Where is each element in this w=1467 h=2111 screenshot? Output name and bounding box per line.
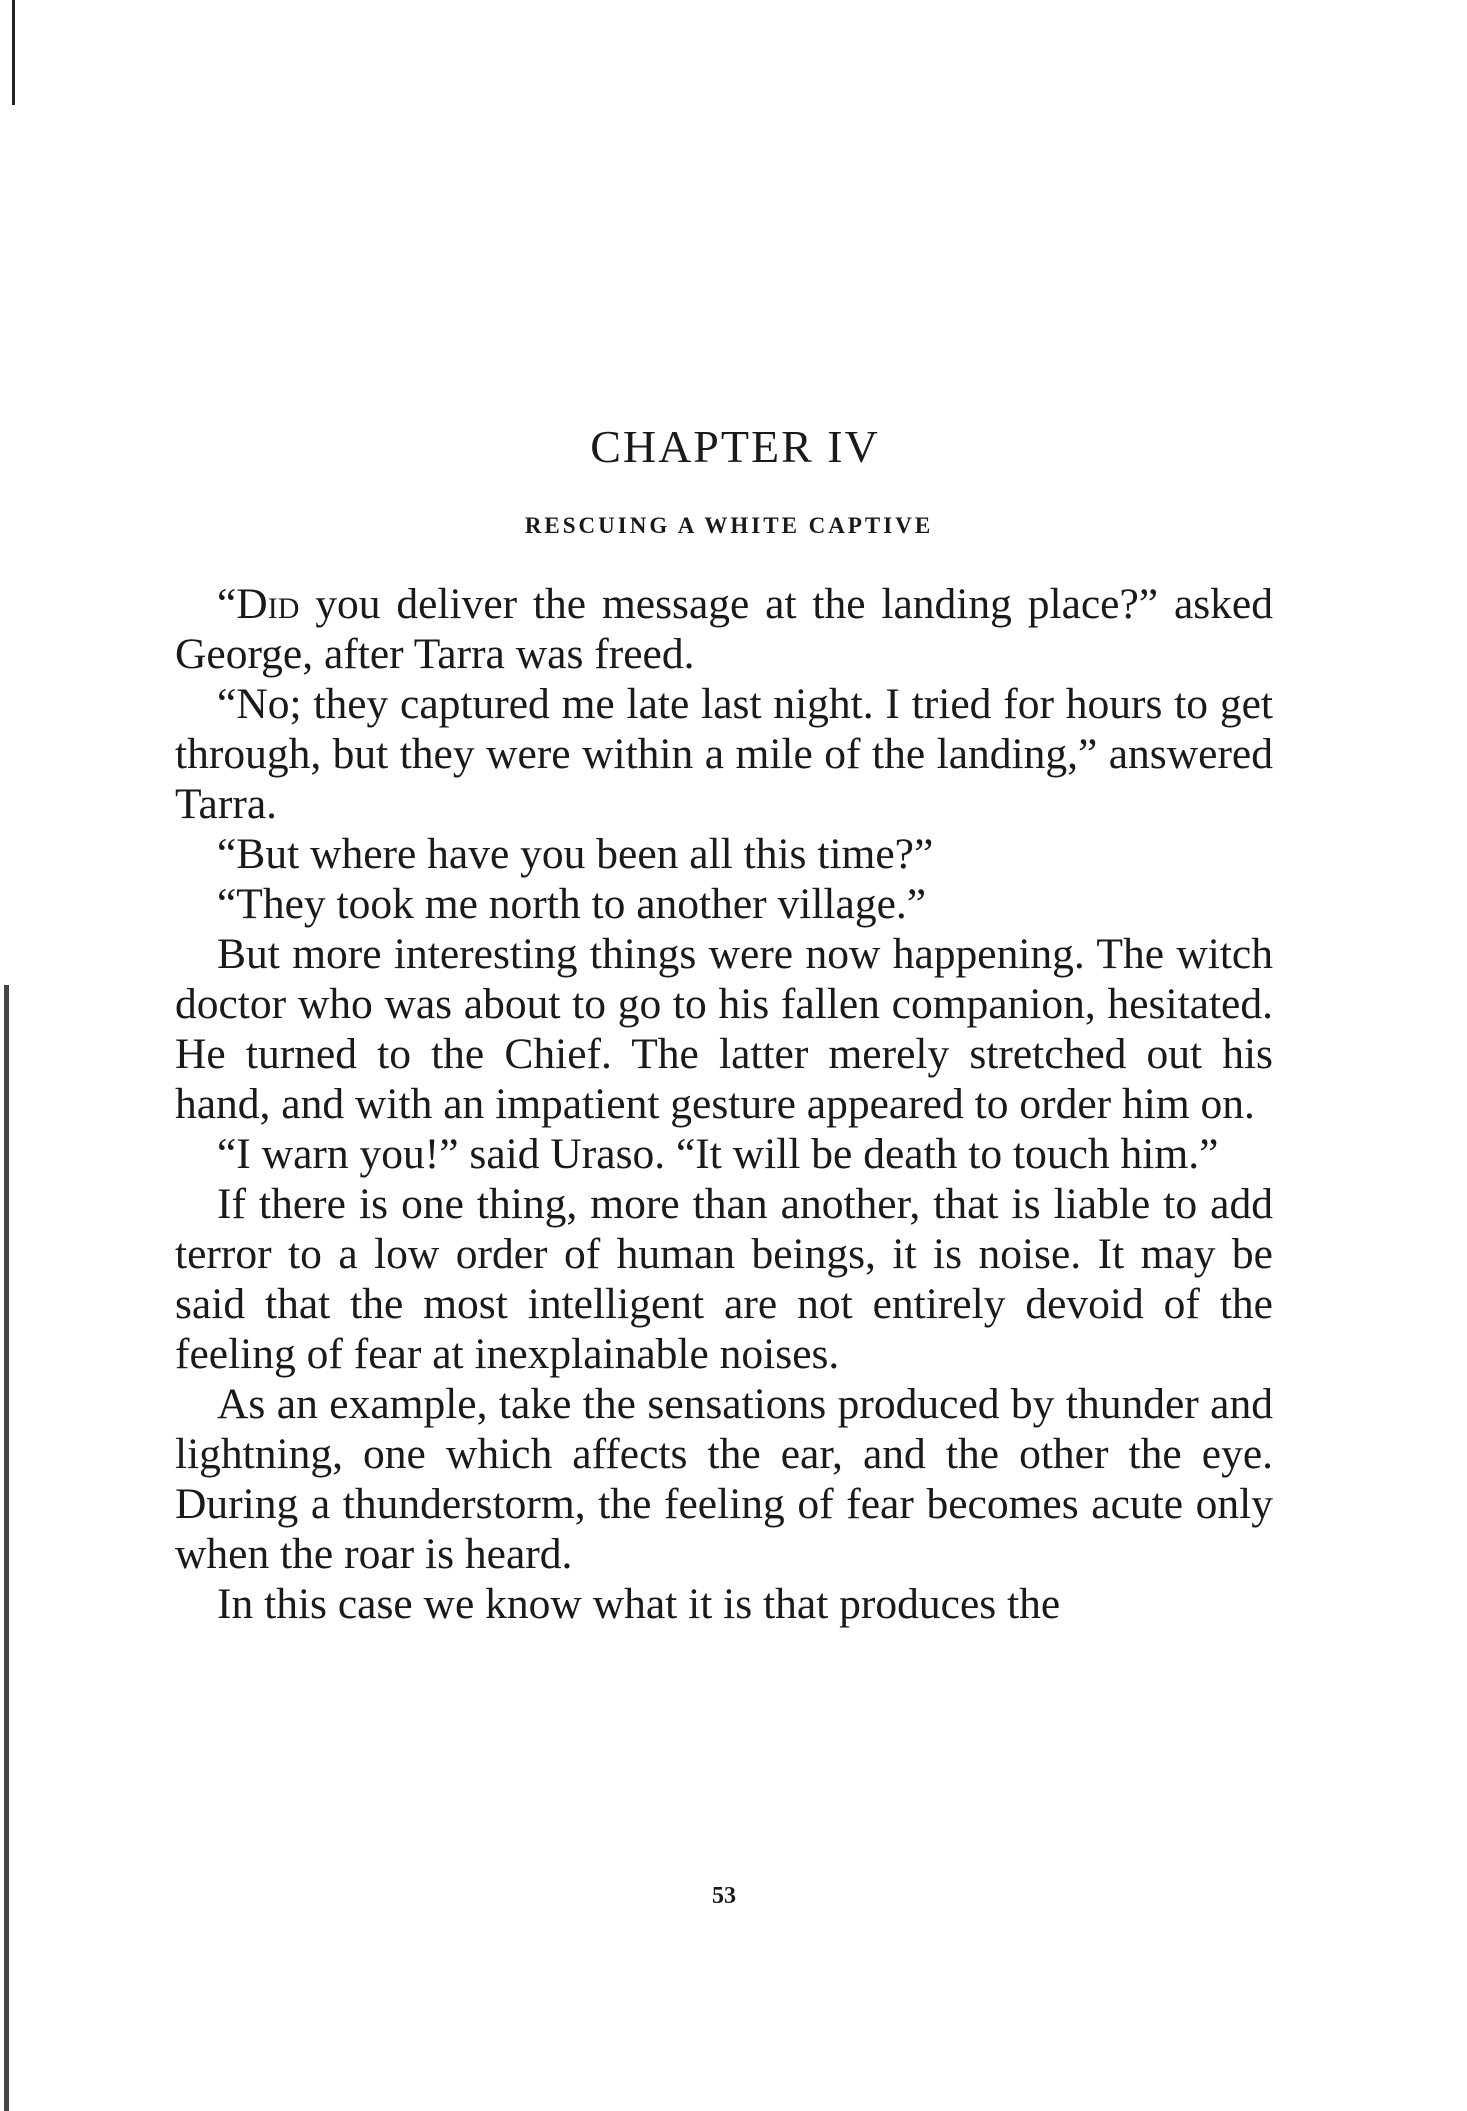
chapter-subtitle: RESCUING A WHITE CAPTIVE [524, 513, 934, 538]
paragraph-1 [175, 579, 1273, 679]
paragraph-2: “No; they captured me late last night. I tried for hours to get through, but they were within a mile of the landing,” answered Tarra. [175, 680, 1273, 828]
paragraph-5: But more interesting things were now happening. The witch doctor who was about to go to his fallen companion, hesitated. He turned to the Chief. The latter merely stretched out his hand, and with an impatient gesture appeared to order him on. [175, 930, 1273, 1128]
paragraph-6: “I warn you!” said Uraso. “It will be death to touch him.” [217, 1130, 1219, 1178]
scan-edge-top [12, 0, 15, 105]
paragraph-9: In this case we know what it is that produces the [217, 1580, 1061, 1628]
paragraph-4: “They took me north to another village.” [217, 880, 927, 928]
chapter-title: CHAPTER IV [590, 421, 880, 472]
book-page [175, 420, 1273, 1909]
paragraph-3: “But where have you been all this time?” [217, 830, 934, 878]
page-number: 53 [712, 1883, 736, 1909]
paragraph-lead: “Did [217, 580, 300, 628]
paragraph-7: If there is one thing, more than another, that is liable to add terror to a low order of human beings, it is noise. It may be said that the most intelligent are not entirely devoid of the feeling of fear at inexplainable noises. [175, 1180, 1273, 1378]
paragraph-text: you deliver the message at the landing place?” asked George, after Tarra was freed. [175, 580, 1273, 678]
paragraph-8: As an example, take the sensations produced by thunder and lightning, one which affects the ear, and the other the eye. During a thunderstorm, the feeling of fear becomes acute only when the roar is heard. [175, 1380, 1273, 1578]
scan-edge-binding [4, 985, 9, 2111]
